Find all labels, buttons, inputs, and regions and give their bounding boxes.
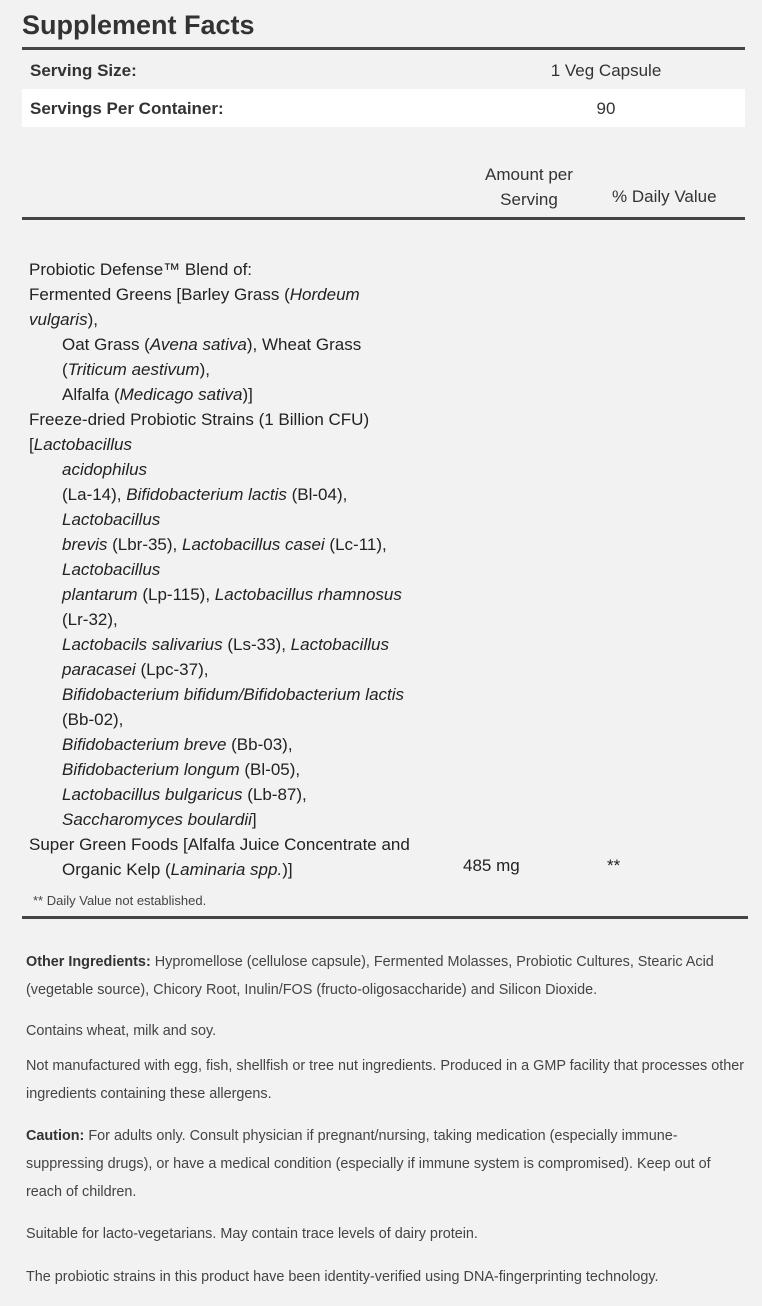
ingredient-line: Lactobacillus bulgaricus (Lb-87), [62,785,307,804]
ingredient-line: brevis (Lbr-35), Lactobacillus casei (Lc-11), [62,535,387,554]
ingredient-line: Oat Grass (Avena sativa), Wheat Grass [62,335,362,354]
allergen-statement: Not manufactured with egg, fish, shellfish or tree nut ingredients. Produced in a GMP facility that processes other ingredients containing these allergens. [26,1058,745,1102]
ingredient-line: Bifidobacterium bifidum/Bifidobacterium lactis [62,685,405,704]
amount-header-line2: Serving [500,190,558,209]
serving-size-row [22,51,745,89]
blend-daily-value: ** [607,856,621,875]
header-divider [22,217,745,220]
servings-per-container-label: Servings Per Container: [30,99,224,118]
other-ingredients-text: Hypromellose (cellulose capsule), Fermented Molasses, Probiotic Cultures, Stearic Acid (vegetable source), Chicory Root, Inulin/FOS (fructo-oligosaccharide) and Silicon Dioxide. [26,954,714,998]
ingredient-line: (La-14), Bifidobacterium lactis (Bl-04), [62,485,348,504]
other-ingredients-label: Other Ingredients: [26,954,151,970]
caution-label: Caution: [26,1128,85,1144]
daily-value-footnote: ** Daily Value not established. [33,893,207,908]
ingredient-line: Organic Kelp (Laminaria spp.)] [62,860,293,879]
caution [26,1122,748,1206]
servings-per-container-value: 90 [596,99,616,118]
serving-size-value: 1 Veg Capsule [550,61,662,80]
ingredient-line: Lactobacillus [62,560,161,579]
ingredient-line: paracasei (Lpc-37), [62,660,209,679]
ingredient-line: Probiotic Defense™ Blend of: [29,260,253,279]
ingredient-line: Fermented Greens [Barley Grass (Hordeum [29,285,360,304]
dna-verification-statement: The probiotic strains in this product have been identity-verified using DNA-fingerprinting technology. [26,1269,659,1285]
title-divider [22,47,745,50]
ingredient-line: vulgaris), [29,310,98,329]
panel-bottom-divider [22,916,748,919]
amount-per-serving-header [462,162,596,212]
ingredient-line: Lactobacillus [62,510,161,529]
ingredient-line: (Lr-32), [62,610,118,629]
daily-value-header: % Daily Value [612,187,717,206]
panel-title: Supplement Facts [22,10,255,40]
ingredient-line: Saccharomyces boulardii] [62,810,257,829]
serving-size-label: Serving Size: [30,61,137,80]
ingredient-line: Alfalfa (Medicago sativa)] [62,385,253,404]
allergen-contains: Contains wheat, milk and soy. [26,1023,217,1039]
ingredient-line: plantarum (Lp-115), Lactobacillus rhamnosus [62,585,402,604]
ingredient-line: Bifidobacterium breve (Bb-03), [62,735,293,754]
servings-per-container-row [22,89,745,127]
ingredient-line: Freeze-dried Probiotic Strains (1 Billion CFU) [29,410,370,429]
amount-header-line1: Amount per [485,165,573,184]
blend-amount: 485 mg [463,856,520,875]
suitability-statement: Suitable for lacto-vegetarians. May contain trace levels of dairy protein. [26,1226,478,1242]
ingredient-line: [Lactobacillus [29,435,133,454]
ingredient-line: Super Green Foods [Alfalfa Juice Concentrate and [29,835,410,854]
other-ingredients [26,948,748,1004]
ingredient-line: acidophilus [62,460,148,479]
caution-text: For adults only. Consult physician if pregnant/nursing, taking medication (especially immune-suppressing drugs), or have a medical condition (especially if immune system is compromised). Keep out of reach of children. [26,1128,711,1200]
ingredient-list [29,257,459,882]
ingredient-line: (Triticum aestivum), [62,360,210,379]
ingredient-line: (Bb-02), [62,710,124,729]
ingredient-line: Bifidobacterium longum (Bl-05), [62,760,301,779]
ingredient-line: Lactobacils salivarius (Ls-33), Lactobacillus [62,635,389,654]
